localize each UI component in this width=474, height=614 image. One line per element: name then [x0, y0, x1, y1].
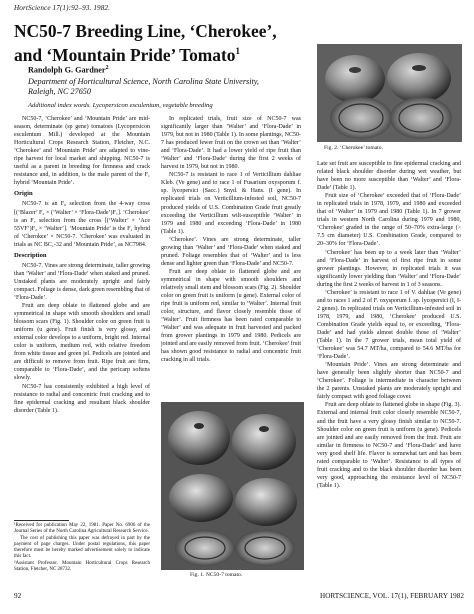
col3-paragraph-3: ‘Cherokee’ has been up to a week later than ‘Walter’ and ‘Flora-Dade’ in harvest of first ripe fruit in some grower plantings. However, in replicated trials it was significantly lower yielding than ‘Walter’ and ‘Flora-Dade’ during the first 2 weeks of harvest in 1 of 3 seasons.	[317, 249, 461, 288]
intro-paragraph: NC50-7, ‘Cherokee’ and ‘Mountain Pride’ are mid-season, determinate (sp gene) tomatoes (Lycopersicon esculentum Mill.) developed at the Mountain Horticultural Crops Research Station, Fletcher, N.C. ‘Cherokee’ and ‘Mountain Pride’ are adapted to vine-ripe harvest for local market and shipping. NC50-7 is useful as a parent in breeding for firmness and crack resistance and, in addition, is the male parent of the F₁ hybrid ‘Mountain Pride’.	[14, 116, 150, 187]
col3-paragraph-6: Fruit are deep oblate to flattened globe in shape (Fig. 3). External and internal fruit color closely resemble NC50-7, and the fruit have a very glossy finish similar to NC50-7. Shoulder color on green fruit is uniform (u gene). Pedicels are jointed and are easily removed from the fruit. Fruit are similar in firmness to NC50-7 and ‘Flora-Dade’ and have very good shelf life. Flavor is somewhat tart and has been rated comparable to ‘Walter’. Resistance to all types of fruit cracking and to the black shoulder disorder has been very good, approaching the resistance level of NC50-7 (Table 1).	[317, 402, 461, 489]
origin-paragraph: NC50-7 is an F₆ selection from the 4-way cross [(‘Blazer’ F₂ × (‘Walter’ × ‘Flora-Dade’)F₁]. ‘Cherokee’ is an F₇ selection from the cross [(‘Walter’ × ‘Ace 55VF’)F₂ × ‘Walter’]. ‘Mountain Pride’ is the F₁ hybrid of ‘Cherokee’ × NC50-7. ‘Cherokee’ was evaluated in trials as NC BC₁-32 and ‘Mountain Pride’, as NC7984.	[14, 201, 150, 248]
journal-citation: HortScience 17(1):92–93. 1982.	[14, 4, 111, 12]
affiliation-line-2: Raleigh, NC 27650	[28, 87, 91, 96]
footnote-2: The cost of publishing this paper was defrayed in part by the payment of page charges. Under postal regulations, this paper therefore must be hereby marked advertisement solely to indicate this fact.	[14, 535, 150, 560]
column-1	[14, 115, 150, 520]
col3-paragraph-1: Late set fruit are susceptible to fine epidermal cracking and related black shoulder disorder during wet weather, but have been no more susceptible than ‘Walter’ and ‘Flora-Dade’ (Table 1).	[317, 161, 461, 192]
figure-2-photo	[317, 44, 462, 142]
running-footer: HORTSCIENCE, VOL. 17(1), FEBRUARY 1982	[320, 592, 464, 600]
col2-paragraph-3: ‘Cherokee’. Vines are strong determinate, taller growing than ‘Walter’ and ‘Flora-Dade’ when staked and pruned. Foliage resembles that of ‘Walter’ and is less dense and lighter green than ‘Flora-Dade’ and NC50-7.	[161, 236, 301, 267]
author-name: Randolph G. Gardner$^2$	[28, 65, 109, 75]
footnote-rule	[14, 520, 69, 521]
author-affiliation	[28, 77, 328, 97]
nc50-7-tomato-image	[161, 402, 304, 570]
affiliation-line-1: Department of Horticultural Science, North Carolina State University,	[28, 77, 259, 86]
col2-paragraph-2: NC50-7 is resistant to race 1 of Verticillium dahliae Kleb. (Ve gene) and to race 1 of Fusarium oxysporum f. sp. lycopersici (Sacc.) Snyd. & Hans. (I gene). In replicated trials on Verticillium-infested soil, NC50-7 produced yields of U.S. Combination Grade fruit greatly exceeding the Verticillium wilt-susceptible ‘Walter’ in 1979 and 1980 and exceeding ‘Flora-Dade’ in 1980 (Table 1).	[161, 172, 301, 235]
author-footnote-mark: 2	[105, 65, 109, 71]
figure-1-caption: Fig. 1. NC50-7 tomato.	[190, 572, 243, 578]
title-footnote-mark: 1	[235, 45, 240, 56]
description-paragraph-2: Fruit are deep oblate to flattened globe and are symmetrical in shape with smooth shoulders and small blossom scars (Fig. 1). Shoulder color on green fruit is uniform (u gene). Fruit finish is very glossy, and external color develops to a uniform, bright red. Internal color is uniform, medium red, with relative freedom from white tissue and green jel. Pedicels are jointed and are difficult to remove from fruit. Ripe fruit are firm, comparable to ‘Flora-Dade’, and the pericarp softens slowly.	[14, 303, 150, 382]
description-paragraph-3: NC50-7 has consistently exhibited a high level of resistance to radial and concentric fruit cracking and to fine epidermal cracking and resultant black shoulder disorder (Table 1).	[14, 383, 150, 414]
index-words: Additional index words. Lycopersicon esculentum, vegetable breeding	[28, 102, 213, 109]
column-3	[317, 160, 461, 580]
footnotes	[14, 523, 150, 573]
figure-2-caption: Fig. 2. ‘Cherokee’ tomato.	[324, 145, 383, 151]
col3-paragraph-4: ‘Cherokee’ is resistant to race 1 of V. dahliae (Ve gene) and to races 1 and 2 of F. oxysporum f. sp. lycopersici (I, I-2 genes). In replicated trials on Verticillium-infested soil in 1978, 1979, and 1980, ‘Cherokee’ produced U.S. Combination Grade yields equal to, or exceeding, ‘Flora-Dade’ and had yields almost double those of ‘Walter’ (Table 1). In the 7 grower trials, mean total yield of ‘Cherokee’ was 54.7 MT/ha, compared to 54.6 MT/ha for ‘Flora-Dade’.	[317, 289, 461, 361]
col3-paragraph-5: ‘Mountain Pride’. Vines are strong determinate and have generally been slightly shorter than NC50-7 and ‘Cherokee’. Foliage is intermediate in character between the 2 parents. Unstaked plants are moderately upright and fairly compact with good foliage cover.	[317, 362, 461, 401]
title-line-2: and ‘Mountain Pride’ Tomato	[14, 44, 236, 65]
col3-paragraph-2: Fruit size of ‘Cherokee’ exceeded that of ‘Flora-Dade’ in replicated trials in 1978, 1979, and 1980 and exceeded that of ‘Walter’ in 1979 and 1980 (Table 1). In 7 grower trials in western North Carolina during 1979 and 1980, ‘Cherokee’ graded in the range of 50–70% extra-large (> 7.5 cm diameter) U.S. Combination Grade, compared to 20–30% for ‘Flora-Dade’.	[317, 193, 461, 248]
title-line-1: NC50-7 Breeding Line, ‘Cherokee’,	[14, 21, 277, 41]
cherokee-tomato-image	[317, 44, 462, 142]
page-number: 92	[14, 592, 22, 600]
description-heading: Description	[14, 251, 47, 259]
col2-paragraph-1: In replicated trials, fruit size of NC50-7 was significantly larger than ‘Walter’ and ‘Flora-Dade’ in 1979, but not in 1980 (Table 1). In some plantings, NC50-7 has produced fewer fruit on the crown set than ‘Walter’ and ‘Flora-Dade’. It had a lower yield of ripe fruit than ‘Walter’ and ‘Flora-Dade’ during the first 2 weeks of harvest in 1979, but not in 1980.	[161, 116, 301, 171]
footnote-1: ¹Received for publication May 22, 1981. Paper No. 6906 of the Journal Series of the North Carolina Agricultural Research Service.	[14, 523, 150, 535]
origin-heading: Origin	[14, 190, 33, 198]
figure-1-photo	[161, 402, 304, 570]
col2-paragraph-4: Fruit are deep oblate to flattened globe and are symmetrical in shape with smooth shoulders and relatively small stem and blossom scars (Fig. 2). Shoulder color on green fruit is uniform (u gene). External color of ripe fruit is uniform red, similar to ‘Walter’. Internal fruit color, structure, and flavor closely resemble those of ‘Walter’. Fruit firmness has been rated comparable to ‘Walter’ and was adequate in fruit harvested and packed from grower plantings in 1979 and 1980. Pedicels are jointed and are easily removed from fruit. ‘Cherokee’ fruit has shown good resistance to radial and concentric fruit cracking in all trials.	[161, 268, 301, 364]
description-paragraph-1: NC50-7. Vines are strong determinate, taller growing than ‘Walter’ and ‘Flora-Dade’ when staked and pruned. Unstaked plants are moderately upright and fairly compact. Foliage is dense, dark green resembling that of ‘Flora-Dade’.	[14, 262, 150, 301]
footnote-3: ²Assistant Professor. Mountain Horticultural Crops Research Station, Fletcher, NC 28732.	[14, 560, 150, 573]
